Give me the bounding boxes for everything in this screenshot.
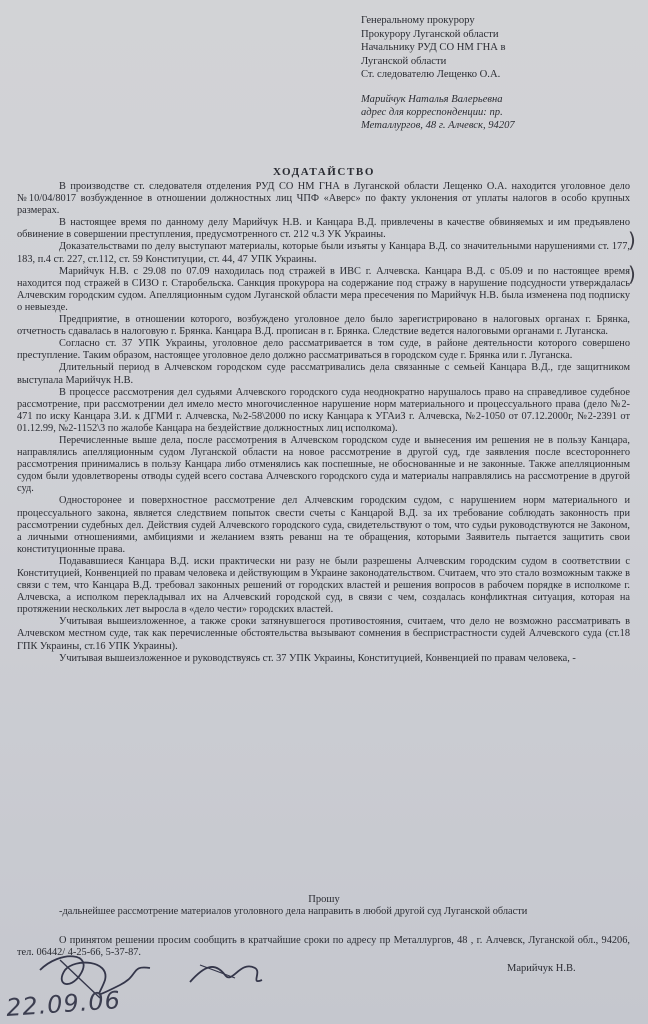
addressee-line: Прокурору Луганской области bbox=[361, 28, 499, 40]
body-paragraph: Односторонее и поверхностное рассмотрение дел Алчевским городским судом, с нарушением норм материального и процессуального закона, является следствием попыток свести счеты с Канцарой В.Д. за их требование соблюдать законность при рассмотрении судебных дел. Действия судей Алчевского городского суда, свидетельствуют о том, что судьи руководствуются не Законом, а личными отношениями, амбициями и желанием взять реванш на те обращения, которыми Заявитель пытается защитить свои конституционные права. bbox=[17, 495, 630, 555]
request-text: -дальнейшее рассмотрение материалов уголовного дела направить в любой другой суд Луганской области bbox=[59, 906, 528, 917]
body-paragraph: Доказательствами по делу выступают материалы, которые были изъяты у Канцара В.Д. со значительными нарушениями ст. 177, 183, п.4 ст. 227, ст.112, ст. 59 Конституции, ст. 44, 47 УПК Украины. bbox=[17, 241, 630, 265]
document-title: ХОДАТАЙСТВО bbox=[272, 166, 375, 178]
request-heading: Прошу bbox=[308, 894, 340, 905]
body-paragraph: В производстве ст. следователя отделения РУД СО НМ ГНА в Луганской области Лещенко О.А. находится уголовное дело №10/04/8017 возбужденное в отношении должностных лиц ЧПФ «Аверс» по факту уклонения от уплаты налогов в особо крупных размерах. bbox=[17, 181, 630, 217]
addressee-line: Генеральному прокурору bbox=[361, 15, 475, 26]
sender-block bbox=[361, 94, 641, 132]
addressee-line: Ст. следователю Лещенко О.А. bbox=[361, 69, 501, 81]
body-paragraph: Предприятие, в отношении которого, возбуждено уголовное дело было зарегистрировано в налоговых органах г. Брянка, отчетность сдавалась в налоговую г. Брянка. Канцара В.Д. прописан в г. Брянка. Следствие ведется налоговыми органами г. Луганска. bbox=[17, 314, 630, 338]
addressee-block bbox=[361, 14, 641, 82]
body-paragraph: Длительный период в Алчевском городском суде рассматривались дела связанные с семьей Канцара В.Д., где защитником выступала Марийчук Н.В. bbox=[17, 362, 630, 386]
closing-text: О принятом решении просим сообщить в кратчайшие сроки по адресу пр Металлургов, 48 , г. Алчевск, Луганской обл., 94206, тел. 06442/ 4-25-66, 5-37-87. bbox=[17, 935, 630, 959]
document-body bbox=[17, 181, 630, 665]
margin-bracket-mark: ) bbox=[628, 262, 636, 286]
body-paragraph: Учитывая вышеизложенное и руководствуясь ст. 37 УПК Украины, Конституцией, Конвенцией по правам человека, - bbox=[59, 652, 576, 664]
body-paragraph: Перечисленные выше дела, после рассмотрения в Алчевском городском суде и вынесения им решения не в пользу Канцара, направлялись апелляционным судом Луганской области на новое рассмотрение в другой суд, где заявления после всестороннего рассмотрения принимались в пользу Канцара либо отменялись как поспешные, не обоснованные и не законные. Также апелляционным судом были удовлетворены отводы судей всего состава Алчевского городского суда и материалы направлялись на рассмотрение в другой суд. bbox=[17, 434, 630, 495]
margin-bracket-mark: ) bbox=[628, 228, 636, 252]
sender-address-line: адрес для корреспонденции: пр. bbox=[361, 106, 503, 118]
signature-name: Марийчук Н.В. bbox=[507, 963, 576, 974]
sender-address-line: Металлургов, 48 г. Алчевск, 94207 bbox=[361, 119, 515, 131]
sender-name: Марийчук Наталья Валерьевна bbox=[361, 94, 503, 105]
body-paragraph: Подававшиеся Канцара В.Д. иски практически ни разу не были разрешены Алчевским городским судом в соответствии с Конституцией, Конвенцией по правам человека и действующим в Украине законодательством. Считаем, что это стало возможным также в связи с тем, что Канцара В.Д. требовал законных решений от городских властей и решения вопросов в рабочем порядке в исполкоме г. Алчевска, а исполком перекладывал их на Алчевский городской суд, в связи с чем, создалась конфликтная ситуация, которая на протяжении нескольких лет выросла в «дело чести» городских властей. bbox=[17, 555, 630, 616]
addressee-line: Начальнику РУД СО НМ ГНА в bbox=[361, 42, 506, 54]
body-paragraph: Марийчук Н.В. с 29.08 по 07.09 находилась под стражей в ИВС г. Алчевска. Канцара В.Д. с 05.09 и по настоящее время находится под стражей в СИЗО г. Старобельска. Санкция прокурора на содержание под стражу в нарушение подсудности утверждалась Алчевским городским судом. Апелляционным судом Луганской области мера пресечения по Марийчук Н.В. была изменена под подписку о невыезде. bbox=[17, 265, 630, 313]
handwritten-date: 22.09.06 bbox=[5, 986, 122, 1022]
body-paragraph: Учитывая вышеизложенное, а также сроки затянувшегося противостояния, считаем, что дело не возможно рассматривать в Алчевском местном суде, так как перечисленные обстоятельства вызывают сомнения в беспристрастности судей Алчевского суда (ст.18 ГПК Украины, ст.16 УПК Украины). bbox=[17, 616, 630, 652]
body-paragraph: В настоящее время по данному делу Марийчук Н.В. и Канцара В.Д. привлечены в качестве обвиняемых и им предъявлено обвинение в совершении преступления, предусмотренного ст. 212 ч.3 УК Украины. bbox=[17, 217, 630, 241]
body-paragraph: В процессе рассмотрения дел судьями Алчевского городского суда неоднократно нарушалось право на справедливое судебное рассмотрение, при рассмотрении дел имело место многочисленное нарушение норм материального и процессуального права (дело №2-471 по иску Канцара З.И. к ДГМИ г. Алчевска, №2-58\2000 по иску Канцара к УГАиЗ г. Алчевска, №2-1050 от 07.12.2000г, №2-2391 от 01.12.99, №2-1152\3 по жалобе Канцара на бездействие должностных лиц исполкома). bbox=[17, 386, 630, 434]
body-paragraph: Согласно ст. 37 УПК Украины, уголовное дело рассматривается в том суде, в районе деятельности которого совершено преступление. Таким образом, настоящее уголовное дело должно рассматриваться в городском суде г. Брянка или г. Луганска. bbox=[17, 338, 630, 362]
addressee-line: Луганской области bbox=[361, 55, 447, 67]
